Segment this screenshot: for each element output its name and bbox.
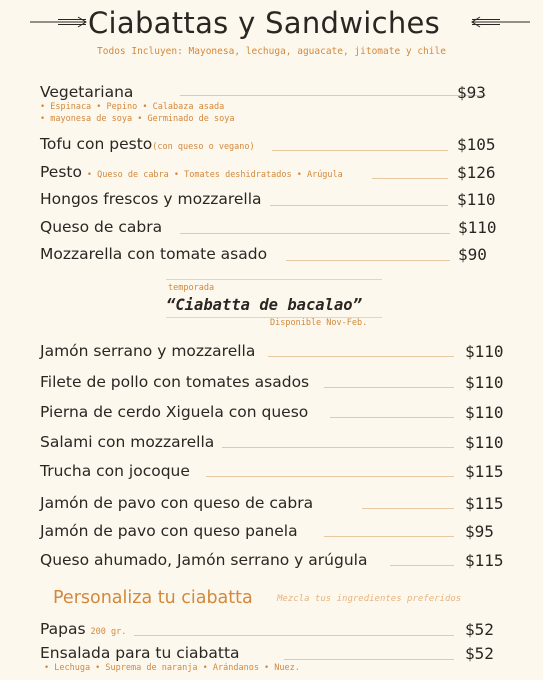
dot-leader — [324, 387, 454, 388]
dot-leader — [330, 417, 454, 418]
item-price: $115 — [465, 494, 504, 513]
menu-item — [40, 135, 500, 159]
item-name: Jamón de pavo con queso de cabra — [40, 494, 314, 512]
menu-item — [40, 190, 500, 214]
dot-leader — [272, 150, 448, 151]
dot-leader — [180, 233, 450, 234]
item-name: Ensalada para tu ciabatta — [40, 644, 240, 662]
item-price: $115 — [465, 462, 504, 481]
item-note: (con queso o vegano) — [152, 142, 255, 152]
dot-leader — [286, 260, 450, 261]
seasonal-tag: temporada — [168, 283, 215, 293]
seasonal-title: “Ciabatta de bacalao” — [166, 296, 362, 314]
menu-item — [40, 494, 510, 518]
menu-header — [0, 4, 543, 44]
item-name: Pesto • Queso de cabra • Tomates deshidratados • Arúgula — [40, 163, 343, 181]
title-right-ornament-icon — [470, 4, 530, 44]
menu-item — [40, 462, 510, 486]
item-ingredients: • mayonesa de soya • Germinado de soya — [40, 114, 235, 124]
item-price: $110 — [465, 373, 504, 392]
item-price: $110 — [458, 218, 497, 237]
item-name: Vegetariana — [40, 83, 134, 101]
dot-leader — [284, 659, 454, 660]
item-name: Salami con mozzarella — [40, 433, 215, 451]
item-name: Trucha con jocoque — [40, 462, 190, 480]
menu-item — [40, 218, 500, 242]
item-price: $115 — [465, 551, 504, 570]
title-left-ornament-icon — [30, 4, 88, 44]
item-price: $110 — [465, 403, 504, 422]
menu-item — [40, 373, 510, 397]
included-ingredients-note: Todos Incluyen: Mayonesa, lechuga, aguacate, jitomate y chile — [97, 46, 446, 57]
item-price: $52 — [465, 644, 494, 663]
item-name: Papas 200 gr. — [40, 620, 127, 638]
menu-item — [40, 433, 510, 457]
item-name: Mozzarella con tomate asado — [40, 245, 268, 263]
item-price: $105 — [457, 135, 496, 154]
dot-leader — [222, 447, 454, 448]
menu-item — [40, 551, 510, 575]
page-title: Ciabattas y Sandwiches — [88, 6, 441, 40]
seasonal-availability: Disponible Nov-Feb. — [270, 318, 368, 328]
seasonal-divider — [166, 279, 382, 280]
menu-item — [40, 403, 510, 427]
item-name: Jamón serrano y mozzarella — [40, 342, 256, 360]
item-name: Jamón de pavo con queso panela — [40, 522, 298, 540]
item-name: Tofu con pesto(con queso o vegano) — [40, 135, 255, 153]
dot-leader — [268, 356, 454, 357]
customize-note: Mezcla tus ingredientes preferidos — [277, 594, 462, 604]
item-name: Filete de pollo con tomates asados — [40, 373, 310, 391]
item-price: $95 — [465, 522, 494, 541]
item-price: $90 — [458, 245, 487, 264]
menu-item — [40, 620, 510, 644]
item-ingredients: • Lechuga • Suprema de naranja • Arándanos • Nuez. — [44, 663, 300, 673]
dot-leader — [324, 536, 454, 537]
item-price: $93 — [457, 83, 486, 102]
dot-leader — [180, 95, 486, 96]
item-name: Hongos frescos y mozzarella — [40, 190, 262, 208]
item-note: 200 gr. — [90, 627, 127, 637]
item-name: Queso de cabra — [40, 218, 163, 236]
dot-leader — [362, 508, 454, 509]
item-price: $110 — [457, 190, 496, 209]
item-note: • Queso de cabra • Tomates deshidratados • Arúgula — [86, 170, 343, 180]
item-price: $126 — [457, 163, 496, 182]
item-price: $110 — [465, 433, 504, 452]
dot-leader — [372, 178, 448, 179]
item-name: Queso ahumado, Jamón serrano y arúgula — [40, 551, 368, 569]
item-price: $52 — [465, 620, 494, 639]
dot-leader — [270, 205, 448, 206]
item-price: $110 — [465, 342, 504, 361]
menu-item — [40, 163, 500, 187]
item-ingredients: • Espinaca • Pepino • Calabaza asada — [40, 102, 225, 112]
customize-title: Personaliza tu ciabatta — [53, 588, 253, 608]
dot-leader — [206, 476, 454, 477]
item-name: Pierna de cerdo Xiguela con queso — [40, 403, 309, 421]
menu-item — [40, 342, 510, 366]
menu-item — [40, 245, 500, 269]
dot-leader — [134, 635, 454, 636]
dot-leader — [390, 565, 454, 566]
menu-item — [40, 522, 510, 546]
